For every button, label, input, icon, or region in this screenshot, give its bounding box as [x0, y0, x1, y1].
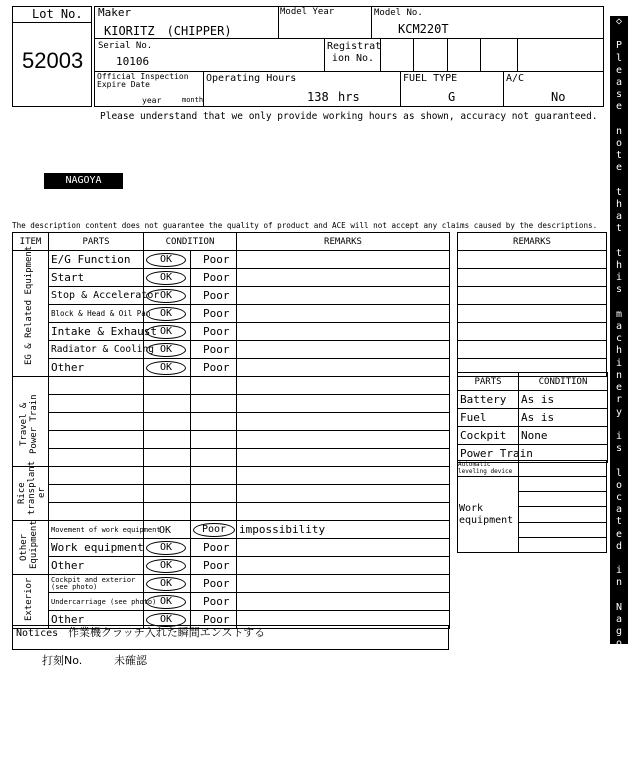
sidebar-char: e — [615, 101, 623, 113]
sidebar-char: y — [615, 650, 623, 662]
sidebar-char: t — [615, 247, 623, 259]
condition-header: CONDITION — [144, 233, 237, 251]
poor: Poor — [191, 557, 237, 575]
sidebar-char: n — [615, 369, 623, 381]
ok-circled: OK — [146, 307, 186, 321]
part-radiator-cooling: Radiator & Cooling — [49, 341, 144, 359]
sidebar-char — [610, 297, 628, 309]
part-stop-accelerator: Stop & Accelerator — [49, 287, 144, 305]
sidebar-char: i — [615, 430, 623, 442]
sidebar-char: e — [615, 162, 623, 174]
part-movement: Movement of work equipment — [49, 521, 144, 539]
poor: Poor — [191, 251, 237, 269]
sidebar-char: l — [615, 52, 623, 64]
sidebar-char: i — [615, 565, 623, 577]
right-remarks-header: REMARKS — [458, 233, 607, 251]
sidebar-char — [610, 675, 628, 687]
remark-cell — [237, 359, 450, 377]
poor: Poor — [191, 539, 237, 557]
ok-circled: OK — [146, 253, 186, 267]
ok-circled: OK — [146, 541, 186, 555]
poor: Poor — [191, 323, 237, 341]
part-exterior-other: Other — [49, 611, 144, 629]
sidebar-char: t — [615, 516, 623, 528]
part-other-equipment-other: Other — [49, 557, 144, 575]
sidebar-char: a — [615, 504, 623, 516]
poor-circled: Poor — [193, 523, 235, 537]
part-start: Start — [49, 269, 144, 287]
location-badge: NAGOYA — [44, 173, 123, 189]
part-eg-other: Other — [49, 359, 144, 377]
hours-label: Operating Hours — [206, 73, 297, 84]
model-no-value: KCM220T — [398, 22, 449, 36]
work-equipment-label: Work equipment — [459, 503, 514, 526]
disclaimer: The description content does not guarantee the quality of product and ACE will not accept any claims caused by the descriptions. — [12, 221, 598, 230]
right-part-battery: Battery — [458, 391, 519, 409]
sidebar-char: a — [615, 77, 623, 89]
item-header: ITEM — [13, 233, 49, 251]
remark-cell — [237, 251, 450, 269]
hours-notice: Please understand that we only provide working hours as shown, accuracy not guaranteed. — [100, 111, 598, 122]
poor: Poor — [191, 341, 237, 359]
sidebar-char: t — [615, 150, 623, 162]
sidebar-char: e — [615, 528, 623, 540]
sidebar-char: g — [615, 626, 623, 638]
inspection-year: year — [142, 96, 162, 105]
ok-plain: OK — [158, 525, 172, 536]
poor: Poor — [191, 611, 237, 629]
sidebar-char: s — [615, 284, 623, 296]
right-part-cockpit: Cockpit — [458, 427, 519, 445]
sidebar-char: a — [615, 613, 623, 625]
maker-value: KIORITZ (CHIPPER) — [104, 24, 232, 38]
group-eg: EG & Related Equipment — [13, 251, 49, 377]
right-part-fuel: Fuel — [458, 409, 519, 427]
inspection-label-1: Official Inspection — [97, 72, 189, 81]
right-condition: As is — [519, 391, 608, 409]
sidebar-char: i — [615, 272, 623, 284]
ok-circled: OK — [146, 559, 186, 573]
ok-circled: OK — [146, 343, 186, 357]
remark-cell — [237, 341, 450, 359]
group-exterior: Exterior — [13, 575, 49, 629]
sidebar-char: Y — [615, 687, 623, 699]
remark-impossibility: impossibility — [237, 521, 450, 539]
part-block-head-oil-pan: Block & Head & Oil Pan — [49, 305, 144, 323]
sidebar-char: o — [615, 138, 623, 150]
sidebar-char: e — [615, 382, 623, 394]
poor: Poor — [191, 593, 237, 611]
sidebar-char: a — [615, 662, 623, 674]
sidebar-char: n — [615, 577, 623, 589]
fuel-label: FUEL TYPE — [403, 73, 458, 84]
sidebar-char: l — [615, 467, 623, 479]
serial-label: Serial No. — [98, 41, 153, 51]
sidebar-char: r — [615, 394, 623, 406]
ok-circled: OK — [146, 577, 186, 591]
lot-label: Lot No. — [32, 7, 83, 21]
part-work-equipment: Work equipment — [49, 539, 144, 557]
sidebar-char: t — [615, 223, 623, 235]
sidebar-char — [610, 419, 628, 431]
sidebar-char — [610, 236, 628, 248]
sidebar-char — [610, 175, 628, 187]
sidebar-char — [610, 28, 628, 40]
lot-number: 52003 — [22, 48, 84, 73]
parts-header: PARTS — [49, 233, 144, 251]
location-sidebar — [610, 16, 628, 760]
sidebar-char: s — [615, 443, 623, 455]
ok-circled: OK — [146, 325, 186, 339]
auto-leveling-label: Automatic leveling device — [458, 461, 513, 475]
sidebar-char: h — [615, 199, 623, 211]
right-parts-table — [457, 372, 608, 463]
group-rice: Rice transplant er — [13, 467, 49, 521]
remark-cell — [237, 557, 450, 575]
right-condition: As is — [519, 409, 608, 427]
registration-label: Registrat ion No. — [327, 41, 382, 64]
remarks-header: REMARKS — [237, 233, 450, 251]
remark-cell — [237, 539, 450, 557]
remark-cell — [237, 323, 450, 341]
poor: Poor — [191, 287, 237, 305]
stamp-value: 未確認 — [114, 654, 147, 667]
group-other: Other Equipment — [13, 521, 49, 575]
sidebar-char: e — [615, 64, 623, 76]
part-intake-exhaust: Intake & Exhaust — [49, 323, 144, 341]
remark-cell — [237, 287, 450, 305]
sidebar-char: i — [615, 357, 623, 369]
hours-value: 138 — [307, 90, 329, 104]
poor: Poor — [191, 269, 237, 287]
sidebar-char — [610, 114, 628, 126]
sidebar-char: s — [615, 89, 623, 101]
condition-table — [12, 232, 450, 629]
ac-value: No — [551, 90, 566, 104]
inspection-label-2: Expire Date — [97, 80, 150, 89]
fuel-value: G — [448, 90, 456, 104]
ok-circled: OK — [146, 289, 186, 303]
notices-value: 作業機クラッチ入れた瞬間エンストする — [68, 626, 266, 639]
poor: Poor — [191, 359, 237, 377]
right-part-power-train: Power Train — [458, 445, 519, 463]
sidebar-char: d — [615, 723, 623, 735]
right-remarks-table — [457, 232, 607, 377]
right-parts-header: PARTS — [458, 373, 519, 391]
sidebar-char: N — [615, 601, 623, 613]
ac-label: A/C — [506, 73, 525, 84]
poor: Poor — [191, 305, 237, 323]
sidebar-char: h — [615, 260, 623, 272]
maker-label: Maker — [98, 6, 132, 19]
sidebar-char: ◇ — [615, 748, 623, 760]
sidebar-char: o — [615, 479, 623, 491]
sidebar-char: r — [615, 711, 623, 723]
sidebar-char: h — [615, 345, 623, 357]
serial-value: 10106 — [116, 55, 150, 68]
model-year-label: Model Year — [280, 7, 335, 17]
sidebar-char: ◇ — [615, 16, 623, 27]
remark-cell — [237, 593, 450, 611]
sidebar-char: a — [615, 699, 623, 711]
inspection-month: month — [182, 96, 204, 104]
sidebar-char: a — [615, 321, 623, 333]
sidebar-char: P — [615, 40, 623, 52]
sidebar-char: c — [615, 333, 623, 345]
right-condition: None — [519, 427, 608, 445]
group-travel: Travel & Power Train — [13, 377, 49, 467]
sidebar-char: m — [615, 308, 623, 320]
remark-cell — [237, 305, 450, 323]
hours-unit: hrs — [338, 90, 360, 104]
ok-circled: OK — [146, 595, 186, 609]
sidebar-char: d — [615, 540, 623, 552]
sidebar-char — [610, 553, 628, 565]
sidebar-char — [610, 736, 628, 748]
remark-cell — [237, 575, 450, 593]
sidebar-char: y — [615, 406, 623, 418]
ok-circled: OK — [146, 271, 186, 285]
ok-circled: OK — [146, 613, 186, 627]
sidebar-char: n — [615, 125, 623, 137]
part-cockpit-exterior: Cockpit and exterior (see photo) — [49, 575, 144, 593]
sidebar-char: o — [615, 638, 623, 650]
sidebar-char: t — [615, 186, 623, 198]
part-eg-function: E/G Function — [49, 251, 144, 269]
sidebar-char: c — [615, 491, 623, 503]
notices-label: Notices — [16, 628, 59, 639]
stamp-label: 打刻No. — [42, 654, 83, 667]
remark-cell — [237, 269, 450, 287]
right-condition-header: CONDITION — [519, 373, 608, 391]
ok-circled: OK — [146, 361, 186, 375]
poor: Poor — [191, 575, 237, 593]
sidebar-char — [610, 590, 628, 602]
part-undercarriage: Undercarriage (see photo) — [49, 593, 144, 611]
model-no-label: Model No. — [374, 8, 423, 18]
sidebar-char — [610, 455, 628, 467]
sidebar-char: a — [615, 211, 623, 223]
